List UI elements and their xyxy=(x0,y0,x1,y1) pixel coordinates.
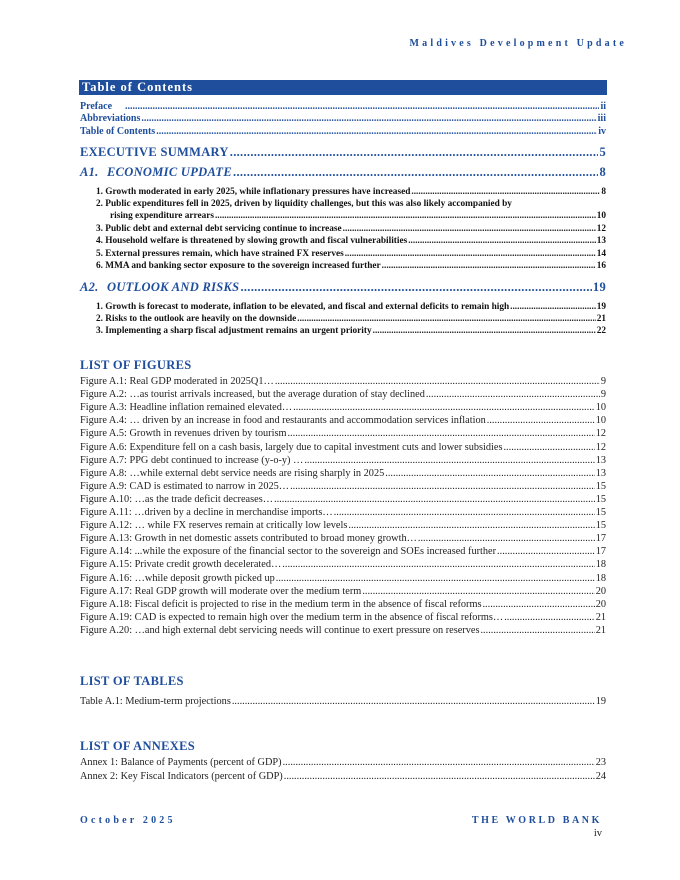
toc-entry-label: Figure A.16: …while deposit growth picked up xyxy=(80,572,275,584)
toc-entry-page: 18 xyxy=(595,559,606,571)
leader-dots xyxy=(274,494,595,505)
leader-dots xyxy=(293,402,595,413)
leader-dots xyxy=(426,389,600,400)
leader-dots xyxy=(487,415,595,426)
toc-entry-label: Figure A.12: … while FX reserves remain at critically low levels xyxy=(80,520,348,532)
toc-subentry[interactable] xyxy=(96,236,606,246)
figure-entry[interactable] xyxy=(80,573,606,584)
toc-entry-page: 15 xyxy=(595,520,606,532)
leader-dots xyxy=(408,236,595,246)
toc-entry-label: Figure A.4: … driven by an increase in food and restaurants and accommodation services inflation xyxy=(80,415,486,427)
toc-entry-label: 5. External pressures remain, which have strained FX reserves xyxy=(96,249,344,259)
leader-dots xyxy=(348,520,594,531)
leader-dots xyxy=(125,101,599,112)
leader-dots xyxy=(290,481,595,492)
figure-entry[interactable] xyxy=(80,520,606,531)
figure-entry[interactable] xyxy=(80,428,606,439)
leader-dots xyxy=(382,261,596,271)
toc-entry-label: 3. Implementing a sharp fiscal adjustment remains an urgent priority xyxy=(96,326,372,336)
toc-entry-label: Figure A.15: Private credit growth decelerated… xyxy=(80,559,282,571)
toc-entry-label: Figure A.8: …while external debt service needs are rising sharply in 2025 xyxy=(80,467,385,479)
toc-entry-page: 22 xyxy=(596,326,606,336)
toc-entry-page: 15 xyxy=(595,493,606,505)
toc-entry-table-of-contents[interactable] xyxy=(80,126,606,137)
figure-entry[interactable] xyxy=(80,612,606,623)
toc-entry-page: 12 xyxy=(595,428,606,440)
leader-dots xyxy=(504,612,595,623)
leader-dots xyxy=(482,599,594,610)
toc-entry-label: Figure A.3: Headline inflation remained elevated… xyxy=(80,402,293,414)
toc-subentry[interactable] xyxy=(96,249,606,259)
figure-entry[interactable] xyxy=(80,376,606,387)
toc-subentry[interactable] xyxy=(110,211,606,221)
toc-entry-label: 2. Risks to the outlook are heavily on the downside xyxy=(96,314,297,324)
leader-dots xyxy=(141,113,596,124)
toc-entry-page: 8 xyxy=(599,165,606,179)
toc-subentry[interactable] xyxy=(96,314,606,324)
toc-entry-preface[interactable] xyxy=(80,101,606,112)
toc-entry-label: rising expenditure arrears xyxy=(110,211,214,221)
toc-entry-page: 9 xyxy=(600,389,606,401)
section-number: A1. xyxy=(80,165,99,179)
toc-entry-page: 20 xyxy=(595,598,606,610)
toc-subentry-line1[interactable]: 2. Public expenditures fell in 2025, driven by liquidity challenges, but this was also likely accompanied by xyxy=(96,199,512,209)
toc-entry-label: Figure A.17: Real GDP growth will moderate over the medium term xyxy=(80,585,362,597)
section-title: ECONOMIC UPDATE xyxy=(107,165,233,179)
toc-entry-label: Figure A.7: PPG debt continued to increase (y-o-y) … xyxy=(80,454,304,466)
toc-entry-page: 19 xyxy=(596,302,606,312)
section-heading-text xyxy=(80,165,232,180)
toc-entry-economic-update[interactable] xyxy=(80,165,606,180)
toc-entry-page: 9 xyxy=(600,376,606,387)
toc-entry-page: 21 xyxy=(596,314,606,324)
table-entry[interactable] xyxy=(80,696,606,707)
leader-dots xyxy=(343,224,596,234)
leader-dots xyxy=(385,468,594,479)
toc-entry-page: 17 xyxy=(595,533,606,545)
figure-entry[interactable] xyxy=(80,625,606,636)
toc-subentry[interactable] xyxy=(96,261,606,271)
figure-entry[interactable] xyxy=(80,389,606,400)
toc-entry-abbreviations[interactable] xyxy=(80,113,606,124)
toc-entry-page: iii xyxy=(597,113,606,124)
leader-dots xyxy=(276,573,595,584)
toc-entry-label: Annex 2: Key Fiscal Indicators (percent of GDP) xyxy=(80,771,283,782)
toc-entry-page: ii xyxy=(600,101,606,112)
leader-dots xyxy=(287,428,594,439)
list-of-figures-heading: LIST OF FIGURES xyxy=(80,358,192,372)
leader-dots xyxy=(497,546,595,557)
toc-subentry[interactable] xyxy=(96,302,606,312)
annex-entry[interactable] xyxy=(80,771,606,782)
toc-entry-page: 21 xyxy=(595,624,606,636)
toc-entry-label: Figure A.10: …as the trade deficit decreases… xyxy=(80,493,274,505)
leader-dots xyxy=(297,314,595,324)
toc-entry-label: Figure A.1: Real GDP moderated in 2025Q1… xyxy=(80,376,274,387)
toc-subentry[interactable] xyxy=(96,326,606,336)
toc-subentry[interactable] xyxy=(96,187,606,197)
toc-entry-executive-summary[interactable] xyxy=(80,145,606,160)
toc-entry-page: 13 xyxy=(595,454,606,466)
figure-entry[interactable] xyxy=(80,533,606,544)
toc-entry-label: Figure A.18: Fiscal deficit is projected to rise in the medium term in the absence of fiscal reforms xyxy=(80,598,482,610)
leader-dots xyxy=(362,586,594,597)
figure-entry[interactable] xyxy=(80,481,606,492)
figure-entry[interactable] xyxy=(80,468,606,479)
toc-entry-page: 18 xyxy=(595,572,606,584)
leader-dots xyxy=(345,249,596,259)
toc-entry-outlook-and-risks[interactable] xyxy=(80,280,606,295)
annex-entry[interactable] xyxy=(80,757,606,768)
section-heading-text xyxy=(80,280,239,295)
leader-dots xyxy=(418,533,595,544)
leader-dots xyxy=(233,165,598,180)
figure-entry[interactable] xyxy=(80,455,606,466)
page-number: iv xyxy=(593,828,602,839)
toc-entry-page: 10 xyxy=(595,415,606,427)
toc-entry-label: 1. Growth is forecast to moderate, inflation to be elevated, and fiscal and external deficits to remain high xyxy=(96,302,510,312)
leader-dots xyxy=(480,625,594,636)
toc-entry-label: Figure A.19: CAD is expected to remain high over the medium term in the absence of fiscal reforms… xyxy=(80,611,504,623)
leader-dots xyxy=(304,455,594,466)
toc-entry-page: 14 xyxy=(596,249,606,259)
leader-dots xyxy=(215,211,596,221)
toc-entry-label: Figure A.14: ...while the exposure of the financial sector to the sovereign and SOEs increased further xyxy=(80,546,497,558)
section-title: OUTLOOK AND RISKS xyxy=(107,280,240,294)
figure-entry[interactable] xyxy=(80,546,606,557)
toc-entry-label: EXECUTIVE SUMMARY xyxy=(80,145,229,159)
toc-entry-label: Figure A.5: Growth in revenues driven by tourism xyxy=(80,428,287,440)
toc-entry-page: 21 xyxy=(595,611,606,623)
footer-organization: THE WORLD BANK xyxy=(471,815,602,826)
toc-entry-page: 13 xyxy=(595,467,606,479)
leader-dots xyxy=(283,757,595,768)
running-header: Maldives Development Update xyxy=(409,38,627,49)
leader-dots xyxy=(411,187,600,197)
toc-entry-page: iv xyxy=(598,126,606,137)
toc-entry-label: Table of Contents xyxy=(80,126,156,137)
leader-dots xyxy=(510,302,596,312)
toc-entry-page: 16 xyxy=(596,261,606,271)
figure-entry[interactable] xyxy=(80,494,606,505)
toc-entry-label: Figure A.6: Expenditure fell on a cash basis, largely due to capital investment cuts and lower subsidies xyxy=(80,441,503,453)
list-of-annexes-heading: LIST OF ANNEXES xyxy=(80,739,195,753)
toc-subentry[interactable] xyxy=(96,224,606,234)
figure-entry[interactable] xyxy=(80,442,606,453)
toc-entry-page: 24 xyxy=(595,771,606,782)
toc-entry-page: 10 xyxy=(596,211,606,221)
toc-entry-page: 8 xyxy=(601,187,606,197)
toc-title-banner: Table of Contents xyxy=(79,80,607,95)
figure-entry[interactable] xyxy=(80,586,606,597)
leader-dots xyxy=(373,326,596,336)
figure-entry[interactable] xyxy=(80,402,606,413)
list-of-tables-heading: LIST OF TABLES xyxy=(80,674,184,688)
toc-entry-label: 3. Public debt and external debt servicing continue to increase xyxy=(96,224,342,234)
toc-entry-label: Table A.1: Medium-term projections xyxy=(80,696,231,707)
toc-entry-label: 6. MMA and banking sector exposure to the sovereign increased further xyxy=(96,261,381,271)
toc-entry-label: Figure A.9: CAD is estimated to narrow in 2025… xyxy=(80,480,290,492)
toc-entry-page: 15 xyxy=(595,480,606,492)
figure-entry[interactable] xyxy=(80,599,606,610)
figure-entry[interactable] xyxy=(80,415,606,426)
figure-entry[interactable] xyxy=(80,507,606,518)
toc-entry-page: 12 xyxy=(596,224,606,234)
toc-entry-page: 15 xyxy=(595,507,606,518)
leader-dots xyxy=(230,145,599,160)
toc-entry-label: 4. Household welfare is threatened by slowing growth and fiscal vulnerabilities xyxy=(96,236,408,246)
toc-entry-page: 20 xyxy=(595,585,606,597)
figure-entry[interactable] xyxy=(80,559,606,570)
footer-date: October 2025 xyxy=(80,815,176,826)
toc-entry-page: 19 xyxy=(592,280,606,294)
toc-entry-page: 12 xyxy=(595,441,606,453)
leader-dots xyxy=(156,126,597,137)
toc-entry-page: 5 xyxy=(599,145,606,159)
leader-dots xyxy=(503,442,594,453)
section-number: A2. xyxy=(80,280,99,294)
leader-dots xyxy=(284,771,595,782)
toc-entry-label: Figure A.11: …driven by a decline in merchandise imports… xyxy=(80,507,333,518)
toc-entry-label: Figure A.2: …as tourist arrivals increased, but the average duration of stay declined xyxy=(80,389,425,401)
leader-dots xyxy=(232,696,595,707)
toc-entry-label: 1. Growth moderated in early 2025, while inflationary pressures have increased xyxy=(96,187,411,197)
toc-entry-label: Figure A.13: Growth in net domestic assets contributed to broad money growth… xyxy=(80,533,417,545)
toc-entry-label: Annex 1: Balance of Payments (percent of GDP) xyxy=(80,757,282,768)
leader-dots xyxy=(240,280,591,295)
toc-entry-page: 10 xyxy=(595,402,606,414)
toc-entry-label: Figure A.20: …and high external debt servicing needs will continue to exert pressure on reserves xyxy=(80,624,480,636)
toc-entry-label: Preface xyxy=(80,101,113,112)
leader-dots xyxy=(334,507,595,518)
toc-entry-page: 19 xyxy=(595,696,606,707)
toc-entry-page: 13 xyxy=(596,236,606,246)
toc-entry-page: 17 xyxy=(595,546,606,558)
toc-entry-page: 23 xyxy=(595,757,606,768)
toc-entry-label: Abbreviations xyxy=(80,113,141,124)
leader-dots xyxy=(282,559,594,570)
leader-dots xyxy=(275,376,600,387)
